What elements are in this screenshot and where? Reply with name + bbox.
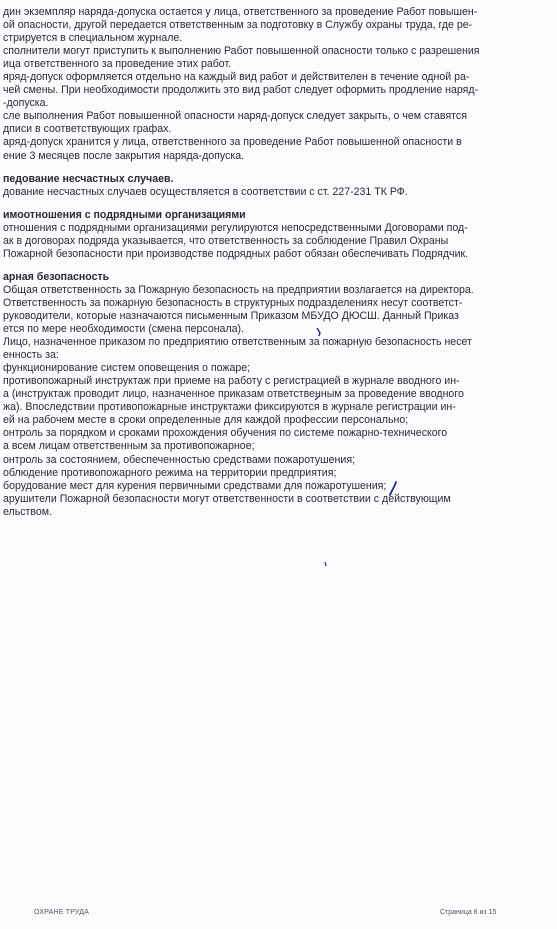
- text-line: Лицо, назначенное приказом по предприятию ответственным за пожарную безопасность несет: [3, 336, 472, 349]
- text-line: сле выполнения Работ повышенной опасности наряд-допуск следует закрыть, о чем ставятся: [3, 110, 467, 123]
- text-line: руководители, которые назначаются письменным Приказом МБУДО ДЮСШ. Данный Приказ: [3, 309, 459, 322]
- text-line: Общая ответственность за Пожарную безопасность на предприятии возлагается на директора.: [3, 283, 474, 296]
- pen-mark: [316, 327, 324, 337]
- text-line: ой опасности, другой передается ответственным за подготовку в Службу охраны труда, где ре-: [3, 19, 473, 32]
- pen-mark: [388, 481, 398, 497]
- text-line: а (инструктаж проводит лицо, назначенное приказам ответственным за проведение вводного: [3, 388, 464, 401]
- text-line: отношения с подрядными организациями регулируются непосредственными Договорами под-: [3, 221, 468, 234]
- text-line: облюдение противопожарного режима на территории предприятия;: [3, 466, 337, 479]
- document-body: [3, 6, 555, 519]
- text-line: чей смены. При необходимости продолжить это вид работ следует оформить продление наряд-: [3, 84, 479, 97]
- text-line: функционирование систем оповещения о пожаре;: [3, 362, 251, 375]
- text-line: ей на рабочем месте в сроки определенные для каждой профессии персонально;: [3, 414, 409, 427]
- text-line: ельством.: [3, 505, 53, 518]
- text-line: аряд-допуск хранится у лица, ответственного за проведение Работ повышенной опасности в: [3, 136, 462, 149]
- text-line: жа). Впоследствии противопожарные инструктажи фиксируются в журнале регистрации ин-: [3, 401, 456, 414]
- section-heading: педование несчастных случаев.: [3, 172, 174, 185]
- text-line: а всем лицам ответственным за противопожарное;: [3, 440, 255, 453]
- text-line: противопожарный инструктаж при приеме на работу с регистрацией в журнале вводного ин-: [3, 375, 460, 388]
- section-heading: имоотношения с подрядными организациями: [3, 208, 246, 221]
- pen-mark: [323, 561, 328, 567]
- accident-investigation-section: [3, 173, 555, 199]
- text-line: ется по мере необходимости (смена персонала).: [3, 323, 244, 336]
- text-line: онтроль за состоянием, обеспеченностью средствами пожаротушения;: [3, 453, 356, 466]
- text-line: -допуска.: [3, 97, 49, 110]
- text-line: дин экземпляр наряда-допуска остается у лица, ответственного за проведение Работ повышен-: [3, 6, 478, 18]
- text-line: стрируется в специальном журнале.: [3, 32, 183, 45]
- contractor-relations-section: [3, 209, 555, 261]
- text-line: енность за:: [3, 349, 59, 362]
- text-line: Пожарной безопасности при производстве подрядных работ обязан обеспечивать Подрядчик.: [3, 247, 469, 260]
- text-line: борудование мест для курения первичными средствами для пожаротушения;: [3, 479, 387, 492]
- footer-title: ОХРАНЕ ТРУДА: [34, 909, 90, 916]
- section-heading: арная безопасность: [3, 270, 110, 283]
- text-line: ица ответственного за проведение этих работ.: [3, 58, 232, 71]
- text-line: ение 3 месяцев после закрытия наряда-допуска.: [3, 149, 245, 162]
- text-line: дование несчастных случаев осуществляется в соответствии с ст. 227-231 ТК РФ.: [3, 185, 408, 198]
- work-permit-paragraphs: [3, 6, 555, 163]
- text-line: сполнители могут приступить к выполнению Работ повышенной опасности только с разрешения: [3, 45, 480, 58]
- pen-mark: [314, 394, 322, 402]
- text-line: арушители Пожарной безопасности могут ответственности в соответствии с действующим: [3, 492, 451, 505]
- fire-safety-section: [3, 271, 555, 519]
- text-line: онтроль за порядком и сроками прохождения обучения по системе пожарно-технического: [3, 427, 448, 440]
- text-line: яряд-допуск оформляется отдельно на каждый вид работ и действителен в течение одной ра-: [3, 71, 470, 84]
- text-line: Ответственность за пожарную безопасность в структурных подразделениях несут соответст-: [3, 296, 463, 309]
- page-number: Страница 8 из 15: [440, 909, 497, 916]
- text-line: ак в договорах подряда указывается, что ответственность за соблюдение Правил Охраны: [3, 234, 449, 247]
- text-line: дписи в соответствующих графах.: [3, 123, 172, 136]
